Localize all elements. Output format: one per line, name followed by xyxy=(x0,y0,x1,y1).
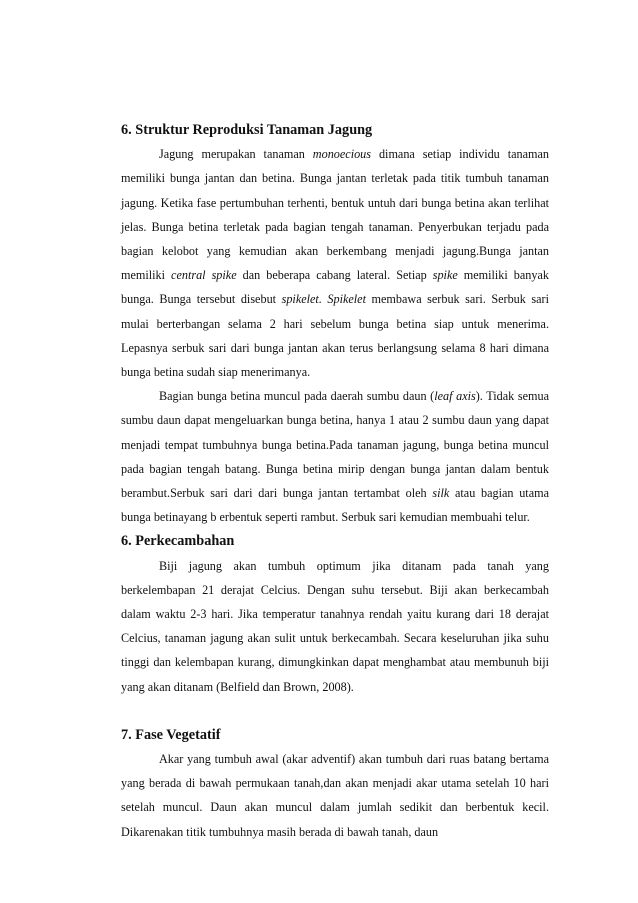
section-heading-perkecambahan: 6. Perkecambahan xyxy=(121,533,235,550)
document-page xyxy=(121,118,549,844)
italic-term: monoecious xyxy=(312,147,372,162)
paragraph: Jagung merupakan tanaman monoecious dimana setiap individu tanaman memiliki bunga jantan dan betina. Bunga jantan terletak pada titik tumbuh tanaman jagung. Ketika fase pertumbuhan terhenti, bentuk untuh dari bunga betina akan terlihat jelas. Bunga betina terletak pada bagian tengah tanaman. Penyerbukan terjadu pada bagian kelobot yang kemudian akan berkembang menjadi jagung.Bunga jantan memiliki central spike dan beberapa cabang lateral. Setiap spike memiliki banyak bunga. Bunga tersebut disebut spikelet. Spikelet membawa serbuk sari. Serbuk sari mulai berterbangan selama 2 hari sebelum bunga betina siap untuk menerima. Lepasnya serbuk sari dari bunga jantan akan terus berlangsung selama 8 hari dimana bunga betina sudah siap menerimanya. xyxy=(121,147,550,380)
paragraph: Bagian bunga betina muncul pada daerah sumbu daun (leaf axis). Tidak semua sumbu daun dapat mengeluarkan bunga betina, hanya 1 atau 2 sumbu daun yang dapat menjadi tempat tumbuhnya bunga betina.Pada tanaman jagung, bunga betina muncul pada bagian tengah batang. Bunga betina mirip dengan bunga jantan dalam bentuk berambut.Serbuk sari dari dari bunga jantan tertambat oleh silk atau bagian utama bunga betinayang b erbentuk seperti rambut. Serbuk sari kemudian membuahi telur. xyxy=(121,389,549,525)
section-heading-fase-vegetatif: 7. Fase Vegetatif xyxy=(121,726,221,743)
paragraph: Akar yang tumbuh awal (akar adventif) akan tumbuh dari ruas batang bertama yang berada di bawah permukaan tanah,dan akan menjadi akar utama setelah 10 hari setelah muncul. Daun akan muncul dalam jumlah sedikit dan berbentuk kecil. Dikarenakan titik tumbuhnya masih berada di bawah tanah, daun xyxy=(121,752,549,839)
italic-term: silk xyxy=(432,486,450,501)
section-heading-struktur-reproduksi: 6. Struktur Reproduksi Tanaman Jagung xyxy=(121,122,373,138)
italic-term: central spike xyxy=(171,268,237,283)
italic-term: spikelet. Spikelet xyxy=(281,292,366,307)
paragraph: Biji jagung akan tumbuh optimum jika ditanam pada tanah yang berkelembapan 21 derajat Celcius. Dengan suhu tersebut. Biji akan berkecambah dalam waktu 2-3 hari. Jika temperatur tanahnya rendah yaitu kurang dari 18 derajat Celcius, tanaman jagung akan sulit untuk berkecambah. Secara keseluruhan jika suhu tinggi dan kelembapan kurang, dimungkinkan dapat menghambat atau membunuh biji yang akan ditanam (Belfield dan Brown, 2008). xyxy=(121,558,549,694)
italic-term: spike xyxy=(432,268,458,283)
section-spacer xyxy=(121,699,549,723)
italic-term: leaf axis xyxy=(434,389,476,404)
